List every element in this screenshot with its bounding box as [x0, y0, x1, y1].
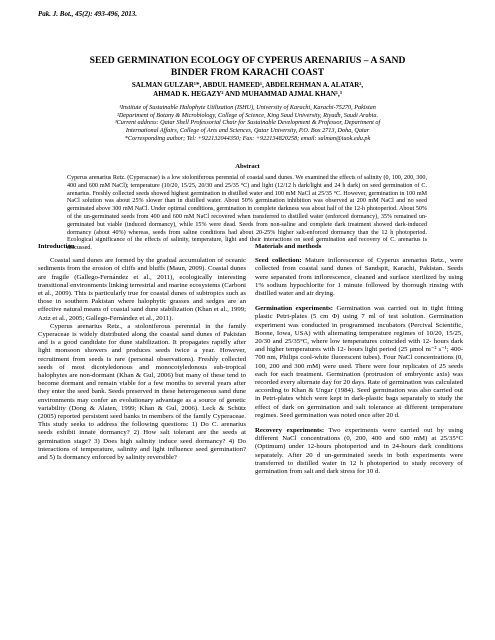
- title-line-1: SEED GERMINATION ECOLOGY OF CYPERUS ARENARIUS – A SAND: [89, 55, 406, 66]
- affiliation-line: ³Current address: Qatar Shell Professorial Chair for Sustainable Development & Professor, Department of: [114, 119, 381, 127]
- section-heading-introduction: Introduction: [38, 243, 75, 250]
- affiliations: [56, 104, 439, 143]
- subsection-label: Seed collection:: [255, 257, 302, 265]
- affiliation-line: International Affairs, College of Arts and Sciences, Qatar University, P.O. Box 2713, Doha, Qatar: [125, 127, 370, 135]
- subsection-text: Germination was carried out in tight fitting plastic Petri-plates (5 cm Φ) using 7 ml of test solution. Germination experiment was conducted in programmed incubators (Percival Scientific, Boone, Iowa, USA) with alternating temperature regimes of 10/20, 15/25, 20/30 and 25/35°C, where low temperatures coincided with 12- hours dark and higher temperatures with 12- hours light period (25 μmol m⁻² s⁻¹; 400-700 nm, Philips cool-white fluorescent tubes). Four NaCl concentrations (0, 100, 200 and 300 mM) were used. There were four replicates of 25 seeds each for each treatment. Germination (protrusion of embryonic axis) was recorded every alternate day for 20 days. Rate of germination was calculated according to Khan & Ungar (1984). Seed germination was also carried out in Petri-plates which were kept in dark-plastic bags separately to study the effect of dark on germination and salt tolerance at different temperature regimes. Seed germination was noted once after 20 d.: [255, 305, 464, 419]
- affiliation-line: ²Department of Botany & Microbiology, College of Science, King Saud University, Riyadh, Saudi Arabia.: [116, 111, 378, 119]
- corresponding-author: *Corresponding author; Tel: +922132044350; Fax: +922134820258; email: salman@iuok.edu.pk: [124, 134, 371, 142]
- title-line-2: BINDER FROM KARACHI COAST: [170, 67, 325, 78]
- methods-paragraph: [255, 427, 463, 476]
- subsection-label: Recovery experiments:: [255, 427, 325, 435]
- journal-reference: Pak. J. Bot., 45(2): 493-496, 2013.: [38, 10, 137, 18]
- right-column: [255, 243, 463, 476]
- subsection-text: Two experiments were carried out by using different NaCl concentrations (0, 200, 400 and 600 mM) at 25/35°C (Optimum) under 12-hours photoperiod and in 24-hours dark conditions separately. After 20 d un-germinated seeds in both experiments were transferred to distilled water in 12 h photoperiod to study recovery of germination from salt and dark stress for 10 d.: [255, 427, 463, 476]
- subsection-label: Germination experiments:: [255, 305, 334, 313]
- methods-paragraph: [255, 305, 463, 420]
- authors-line-1: SALMAN GULZAR¹*, ABDUL HAMEED¹, ABDELREHMAN A. ALATAR²,: [131, 81, 364, 89]
- left-column: [38, 243, 246, 462]
- affiliation-line: ¹Institute of Sustainable Halophyte Utilization (ISHU), University of Karachi, Karachi-75270, Pakistan: [119, 104, 376, 111]
- authors-line-2: AHMAD K. HEGAZY² AND MUHAMMAD AJMAL KHAN¹,³: [153, 90, 342, 98]
- body-paragraph: Cyperus arenarius Retz., a stoloniferous perennial in the family Cyperaceae is widely distributed along the coastal sand dunes of Pakistan and is a good candidate for dune stabilization. It propagates rapidly after light monsoon showers and produces seeds twice a year. However, recruitment from seeds is rare (personal observations). Freshly collected seeds of most dicotyledonous and monocotyledonous sub-tropical halophytes are non-dormant (Khan & Gul, 2006) but many of these tend to become dormant and remain viable for a few months to several years after they enter the seed bank. Seeds preserved in these heterogeneous sand dune environments may confer an evolutionary advantage as a source of genetic variability (Dong & Alaten, 1999; Khan & Gul, 2006). Leck & Schütz (2005) reported persistent seed banks in members of the family Cyperaceae. This study seeks to address the following questions: 1) Do C. arenarius seeds exhibit innate dormancy? 2) How salt tolerant are the seeds at germination stage? 3) Does high salinity induce seed dormancy? 4) Do interactions of temperature, salinity and light influence seed germination? and 5) Is dormancy enforced by salinity reversible?: [38, 322, 246, 462]
- body-paragraph: Coastal sand dunes are formed by the gradual accumulation of oceanic sediments from the erosion of cliffs and bluffs (Maun, 2009). Coastal dunes are fragile (Gallego-Fernández et al., 2011), ecologically interesting transitional environments linking terrestrial and marine ecosystems (Carboni et al., 2009). This is particularly true for coastal dunes of subtropics such as those in southern Pakistan where halophytic grasses and sedges are an effective natural means of coastal sand dune stabilization (Khan et al., 1999; Aziz et al., 2005; Gallego-Fernández et al., 2011).: [38, 257, 246, 322]
- author-list: [40, 81, 455, 99]
- abstract-text: Cyperus arenarius Retz. (Cyperaceae) is a low stoloniferous perennial of coastal sand dunes. We examined the effects of salinity (0, 100, 200, 300, 400 and 600 mM NaCl); temperature (10/20, 15/25, 20/30 and 25/35 °C) and light (12/12 h dark/light and 24 h dark) on seed germination of C. arenarius. Freshly collected seeds showed highest germination in distilled water and 100 mM NaCl at 25/35 °C. However, germination in 100 mM NaCl solution was about 25% slower than in distilled water. About 50% germination inhibition was observed at 200 mM NaCl and no seed germinated above 300 mM NaCl. Under optimal conditions, germination in complete darkness was about half of the 12-h photoperiod. About 50% of the un-germinated seeds from 400 and 600 mM NaCl recovered when transferred to distilled water (enforced dormancy), 35% remained un-germinated but viable (induced dormancy), while 15% were dead. Seeds from non-saline and complete dark treatment showed dark-induced dormancy (about 40%) whereas, seeds from saline conditions had about 20-25% higher salt-enforced dormancy than the 12 h photoperiod. Ecological significance of the effects of salinity, temperature, light and their interactions on seed germination and recovery of C. arenarius is discussed.: [67, 175, 427, 252]
- section-heading-methods: Materials and methods: [255, 243, 322, 250]
- abstract-heading: Abstract: [235, 163, 260, 170]
- paper-title: [40, 55, 455, 79]
- methods-paragraph: [255, 257, 463, 298]
- subsection-text: Mature inflorescence of Cyperus arenarius Retz., were collected from coastal sand dunes of Sandspit, Karachi, Pakistan. Seeds were separated from inflorescence, cleaned and surface sterilized by using 1% sodium hypochlorite for 1 minute followed by thorough rinsing with distilled water and air drying.: [255, 257, 463, 298]
